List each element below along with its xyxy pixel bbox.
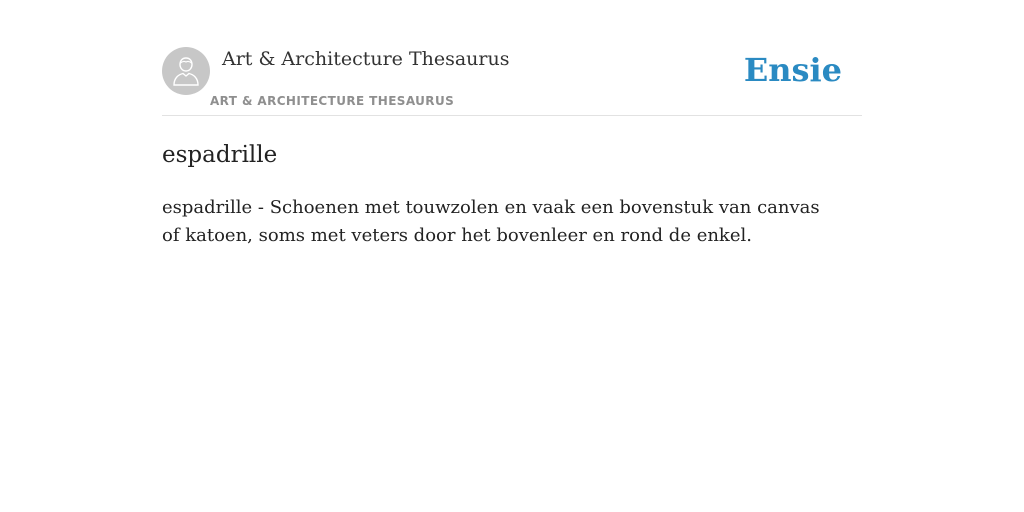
author-name-link[interactable]: Art & Architecture Thesaurus xyxy=(222,48,510,70)
category-label: ART & ARCHITECTURE THESAURUS xyxy=(210,94,455,108)
entry-title: espadrille xyxy=(162,142,278,168)
ensie-logo-link[interactable]: Ensie xyxy=(743,51,842,89)
header xyxy=(162,47,862,116)
entry-definition: espadrille - Schoenen met touwzolen en vaak een bovenstuk van canvas of katoen, soms met veters door het bovenleer en rond de enkel. xyxy=(162,197,820,246)
author-avatar[interactable] xyxy=(162,47,210,95)
user-icon xyxy=(172,55,200,87)
entry-content xyxy=(162,139,862,250)
